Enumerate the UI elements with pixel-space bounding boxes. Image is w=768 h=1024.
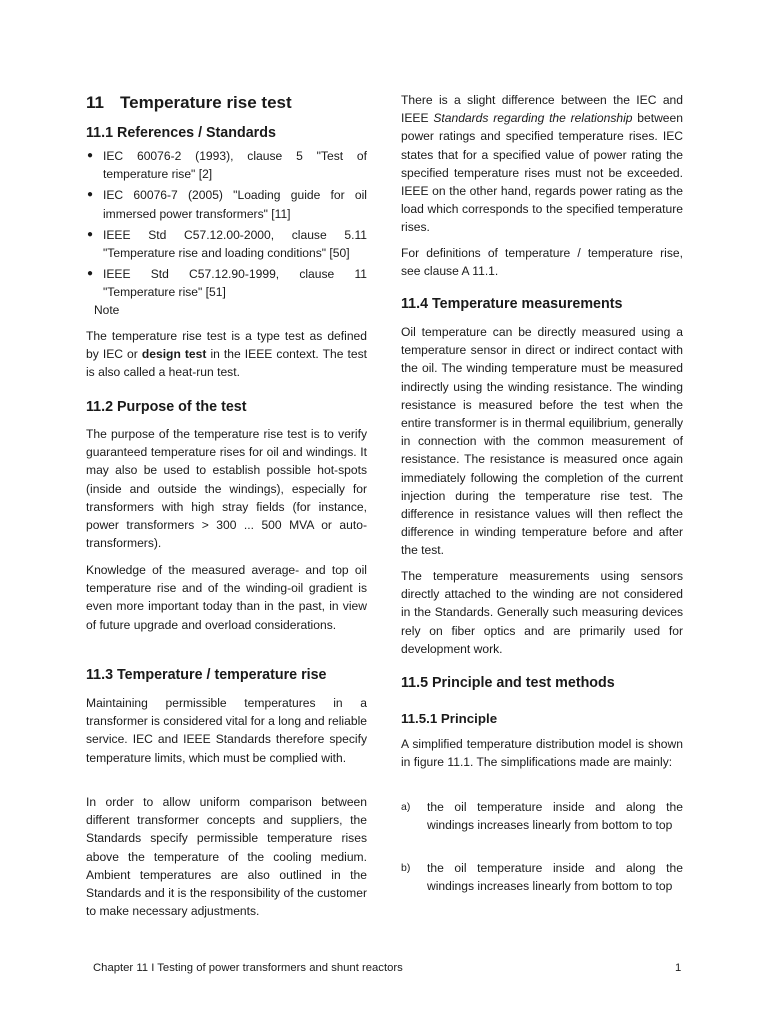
temperature-paragraph-4: For definitions of temperature / temperature rise, see clause A 11.1. <box>401 246 683 279</box>
list-item: ● IEEE Std C57.12.90-1999, clause 11 "Temperature rise" [51] <box>87 267 367 300</box>
chapter-title-text: Temperature rise test <box>120 93 292 112</box>
chapter-number: 11 <box>86 93 104 112</box>
list-item: a) the oil temperature inside and along the windings increases linearly from bottom to top <box>401 800 683 833</box>
page-number: 1 <box>675 962 682 974</box>
heading-11-1: 11.1 References / Standards <box>86 125 276 141</box>
references-list <box>86 147 367 305</box>
purpose-paragraph-2: Knowledge of the measured average- and top oil temperature rise and of the winding-oil gradient is even more important today than in the past, in view of future upgrade and overload considerations. <box>86 563 367 632</box>
temperature-paragraph-3: There is a slight difference between the IEC and IEEE Standards regarding the relationship between power ratings and specified temperature rises. IEC states that for a specified value of power rating the specified temperature rises must not be exceeded. IEEE on the other hand, regards power rating as the load which corresponds to the specified temperature rises. <box>401 93 683 235</box>
bullet-icon: ● <box>87 228 94 240</box>
list-item: ● IEC 60076-7 (2005) "Loading guide for oil immersed power transformers" [11] <box>87 188 367 221</box>
purpose-paragraph-1: The purpose of the temperature rise test is to verify guaranteed temperature rises for oil and windings. It may also be used to establish possible hot-spots (inside and outside the windings), especially for transformers with high stray fields (for instance, power transformers > 300 ... 500 MVA or auto-transformers). <box>86 427 367 551</box>
measurement-paragraph-1: Oil temperature can be directly measured using a temperature sensor in direct or indirect contact with the oil. The winding temperature must be measured indirectly using the winding resistance. The winding resistance is measured before the test when the entire transformer is in thermal equilibrium, generally in connection with the common measurement of resistance. The resistance is measured once again immediately following the completion of the current injection during the temperature rise test. The difference in resistance values will then reflect the difference in winding temperature before and after the test. <box>401 325 683 558</box>
bullet-icon: ● <box>87 268 94 280</box>
note-paragraph: The temperature rise test is a type test as defined by IEC or design test in the IEEE context. The test is also called a heat-run test. <box>86 329 367 380</box>
heading-11-5: 11.5 Principle and test methods <box>401 675 615 691</box>
note-label: Note <box>94 303 120 317</box>
heading-11-4: 11.4 Temperature measurements <box>401 296 623 312</box>
chapter-title <box>86 93 376 113</box>
measurement-paragraph-2: The temperature measurements using sensors directly attached to the winding are not considered in the Standards. Generally such measuring devices rely on fiber optics and are primarily used for development work. <box>401 569 683 656</box>
temperature-paragraph-2: In order to allow uniform comparison between different transformer concepts and suppliers, the Standards specify permissible temperature rises above the temperature of the cooling medium. Ambient temperatures are also outlined in the Standards and it is the responsibility of the customer to make necessary adjustments. <box>86 795 367 919</box>
bullet-icon: ● <box>87 189 94 201</box>
heading-11-2: 11.2 Purpose of the test <box>86 399 247 415</box>
temperature-paragraph-1: Maintaining permissible temperatures in a transformer is considered vital for a long and reliable service. IEC and IEEE Standards therefore specify temperature limits, which must be complied with. <box>86 696 367 765</box>
heading-11-5-1: 11.5.1 Principle <box>401 711 498 726</box>
list-item: ● IEC 60076-2 (1993), clause 5 "Test of temperature rise" [2] <box>87 149 367 182</box>
footer-chapter-label: Chapter 11 I Testing of power transformers and shunt reactors <box>93 962 403 974</box>
principle-paragraph: A simplified temperature distribution model is shown in figure 11.1. The simplifications made are mainly: <box>401 737 683 770</box>
list-item: ● IEEE Std C57.12.00-2000, clause 5.11 "Temperature rise and loading conditions" [50] <box>87 227 367 261</box>
list-marker: b) <box>401 862 411 874</box>
bullet-icon: ● <box>87 150 94 161</box>
list-item: b) the oil temperature inside and along the windings increases linearly from bottom to top <box>401 861 683 894</box>
heading-11-3: 11.3 Temperature / temperature rise <box>86 667 327 683</box>
list-marker: a) <box>401 801 411 813</box>
